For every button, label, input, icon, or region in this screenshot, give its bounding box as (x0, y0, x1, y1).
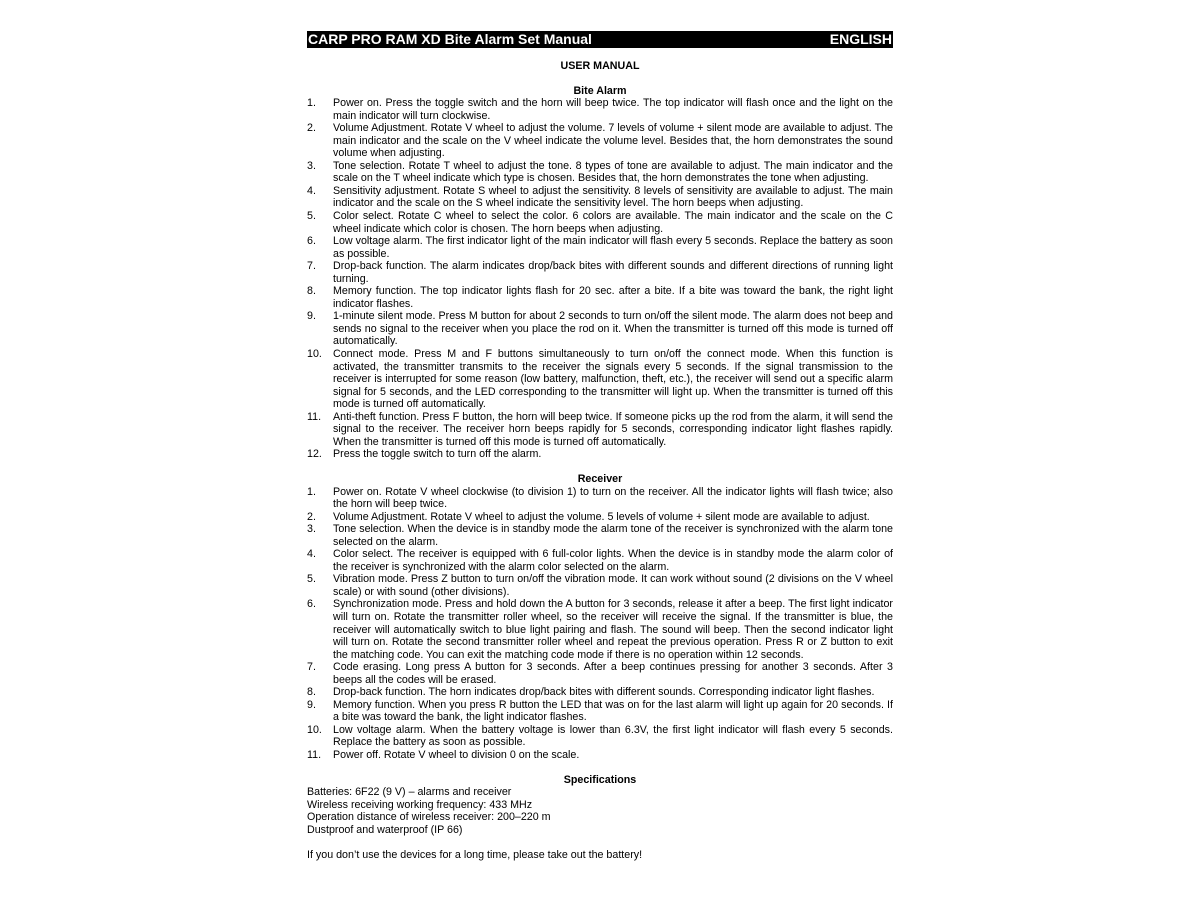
receiver-item-text: Power off. Rotate V wheel to division 0 on the scale. (333, 748, 580, 761)
bite-alarm-item-number: 2. (307, 122, 316, 135)
receiver-item-number: 4. (307, 548, 316, 561)
header-bar (307, 31, 893, 48)
receiver-item-number: 7. (307, 661, 316, 674)
bite-alarm-item-number: 12. (307, 448, 322, 461)
bite-alarm-list (307, 97, 893, 461)
bite-alarm-item (307, 235, 893, 260)
bite-alarm-item (307, 160, 893, 185)
specification-line: Operation distance of wireless receiver: 200–220 m (307, 811, 551, 824)
receiver-item-number: 5. (307, 573, 316, 586)
language-label: ENGLISH (829, 31, 892, 47)
specification-line: Dustproof and waterproof (IP 66) (307, 823, 463, 836)
bite-alarm-heading: Bite Alarm (573, 84, 627, 97)
battery-note: If you don’t use the devices for a long time, please take out the battery! (307, 848, 643, 861)
specification-line: Wireless receiving working frequency: 433 MHz (307, 798, 533, 811)
specifications-list (307, 786, 893, 836)
receiver-item-number: 2. (307, 510, 316, 523)
receiver-item-text: Power on. Rotate V wheel clockwise (to division 1) to turn on the receiver. All the indicator lights will flash twice; also the horn will beep twice. (333, 485, 893, 511)
receiver-item-text: Drop-back function. The horn indicates drop/back bites with different sounds. Corresponding indicator light flashes. (333, 686, 875, 699)
receiver-heading: Receiver (577, 472, 623, 485)
bite-alarm-item-text: Low voltage alarm. The first indicator light of the main indicator will flash every 5 seconds. Replace the battery as soon as possible. (333, 235, 893, 260)
bite-alarm-item-text: Color select. Rotate C wheel to select the color. 6 colors are available. The main indicator and the scale on the C wheel indicate which color is chosen. The horn beeps when adjusting. (333, 210, 893, 235)
bite-alarm-item-number: 5. (307, 210, 316, 223)
bite-alarm-item-text: Volume Adjustment. Rotate V wheel to adjust the volume. 7 levels of volume + silent mode are available to adjust. The main indicator and the scale on the V wheel indicate the volume level. Besides that, the horn demonstrates the sound volume when adjusting. (333, 122, 893, 160)
document-title: USER MANUAL (560, 60, 640, 72)
receiver-item-number: 3. (307, 523, 316, 536)
bite-alarm-item-text: Press the toggle switch to turn off the alarm. (333, 448, 542, 461)
bite-alarm-item-text: 1-minute silent mode. Press M button for about 2 seconds to turn on/off the silent mode. The alarm does not beep and sends no signal to the receiver when you place the rod on it. When the transmitter is turned off this mode is turned off automatically. (333, 310, 893, 348)
receiver-list (307, 486, 893, 762)
receiver-item-number: 8. (307, 686, 316, 699)
bite-alarm-item (307, 310, 893, 348)
receiver-item-text: Color select. The receiver is equipped with 6 full-color lights. When the device is in standby mode the alarm color of the receiver is synchronized with the alarm color selected on the alarm. (333, 548, 893, 573)
bite-alarm-item-number: 4. (307, 184, 316, 197)
receiver-item-text: Volume Adjustment. Rotate V wheel to adjust the volume. 5 levels of volume + silent mode are available to adjust. (333, 510, 870, 523)
specifications-heading: Specifications (563, 773, 637, 786)
bite-alarm-item-text: Connect mode. Press M and F buttons simultaneously to turn on/off the connect mode. When this function is activated, the transmitter transmits to the receiver the signals every 5 seconds. If the signal transmission to the receiver is interrupted for some reason (low battery, malfunction, theft, etc.), the receiver will send out a specific alarm signal for 5 seconds, and the LED corresponding to the transmitter will light up. When the transmitter is turned off this mode is turned off automatically. (333, 348, 893, 411)
receiver-item-number: 6. (307, 598, 316, 611)
receiver-item-text: Tone selection. When the device is in standby mode the alarm tone of the receiver is synchronized with the alarm tone selected on the alarm. (333, 523, 893, 548)
receiver-item-number: 11. (307, 748, 322, 761)
receiver-item-number: 10. (307, 723, 322, 736)
bite-alarm-item (307, 448, 893, 461)
specification-line: Batteries: 6F22 (9 V) – alarms and receiver (307, 786, 512, 799)
receiver-item (307, 661, 893, 686)
receiver-item (307, 523, 893, 548)
receiver-item-text: Memory function. When you press R button the LED that was on for the last alarm will light up again for 20 seconds. If a bite was toward the bank, the light indicator flashes. (333, 698, 893, 724)
receiver-item (307, 486, 893, 511)
receiver-item (307, 699, 893, 724)
bite-alarm-item-text: Drop-back function. The alarm indicates drop/back bites with different sounds and different directions of running light turning. (333, 260, 893, 285)
bite-alarm-item-text: Anti-theft function. Press F button, the horn will beep twice. If someone picks up the rod from the alarm, it will send the signal to the receiver. The receiver horn beeps rapidly for 5 seconds, corresponding indicator light flashes rapidly. When the transmitter is turned off this mode is turned off automatically. (333, 410, 893, 448)
receiver-item-number: 1. (307, 485, 316, 498)
receiver-item-number: 9. (307, 698, 316, 711)
bite-alarm-item (307, 185, 893, 210)
bite-alarm-item (307, 411, 893, 449)
bite-alarm-item-number: 7. (307, 260, 316, 273)
bite-alarm-item-number: 9. (307, 310, 316, 323)
bite-alarm-item-text: Memory function. The top indicator lights flash for 20 sec. after a bite. If a bite was toward the bank, the right light indicator flashes. (333, 285, 893, 310)
receiver-item (307, 749, 893, 762)
bite-alarm-item-text: Sensitivity adjustment. Rotate S wheel to adjust the sensitivity. 8 levels of sensitivity are available to adjust. The main indicator and the scale on the S wheel indicate the sensitivity level. The horn beeps when adjusting. (333, 184, 893, 210)
bite-alarm-item-text: Power on. Press the toggle switch and the horn will beep twice. The top indicator will flash once and the light on the main indicator will turn clockwise. (333, 97, 893, 122)
bite-alarm-item (307, 97, 893, 122)
receiver-item-text: Synchronization mode. Press and hold down the A button for 3 seconds, release it after a beep. The first light indicator will turn on. Rotate the transmitter roller wheel, so the receiver will receive the signal. If the transmitter is blue, the receiver will automatically switch to blue light pairing and flash. The sound will beep. Then the second indicator light will turn on. Rotate the second transmitter roller wheel and repeat the previous operation. Press R or Z button to exit the matching code. You can exit the matching code mode if there is no operation within 12 seconds. (333, 598, 893, 661)
receiver-item (307, 686, 893, 699)
bite-alarm-item-text: Tone selection. Rotate T wheel to adjust the tone. 8 types of tone are available to adjust. The main indicator and the scale on the T wheel indicate which type is chosen. Besides that, the horn demonstrates the tone when adjusting. (333, 159, 893, 185)
bite-alarm-item (307, 285, 893, 310)
receiver-item (307, 548, 893, 573)
bite-alarm-item (307, 210, 893, 235)
receiver-item-text: Low voltage alarm. When the battery voltage is lower than 6.3V, the first light indicator will flash every 5 seconds. Replace the battery as soon as possible. (333, 723, 893, 749)
manual-title: CARP PRO RAM XD Bite Alarm Set Manual (308, 31, 592, 47)
receiver-item (307, 511, 893, 524)
receiver-item-text: Vibration mode. Press Z button to turn on/off the vibration mode. It can work without sound (2 divisions on the V wheel scale) or with sound (other divisions). (333, 573, 893, 598)
bite-alarm-item-number: 11. (307, 410, 322, 423)
receiver-item-text: Code erasing. Long press A button for 3 seconds. After a beep continues pressing for another 3 seconds. After 3 beeps all the codes will be erased. (333, 661, 893, 686)
bite-alarm-item (307, 348, 893, 411)
receiver-item (307, 573, 893, 598)
bite-alarm-item-number: 10. (307, 348, 322, 361)
receiver-item (307, 598, 893, 661)
bite-alarm-item-number: 8. (307, 285, 316, 298)
bite-alarm-item-number: 3. (307, 159, 316, 172)
bite-alarm-item (307, 122, 893, 160)
bite-alarm-item-number: 1. (307, 97, 316, 110)
receiver-item (307, 724, 893, 749)
manual-page (307, 31, 893, 861)
bite-alarm-item-number: 6. (307, 235, 316, 248)
bite-alarm-item (307, 260, 893, 285)
